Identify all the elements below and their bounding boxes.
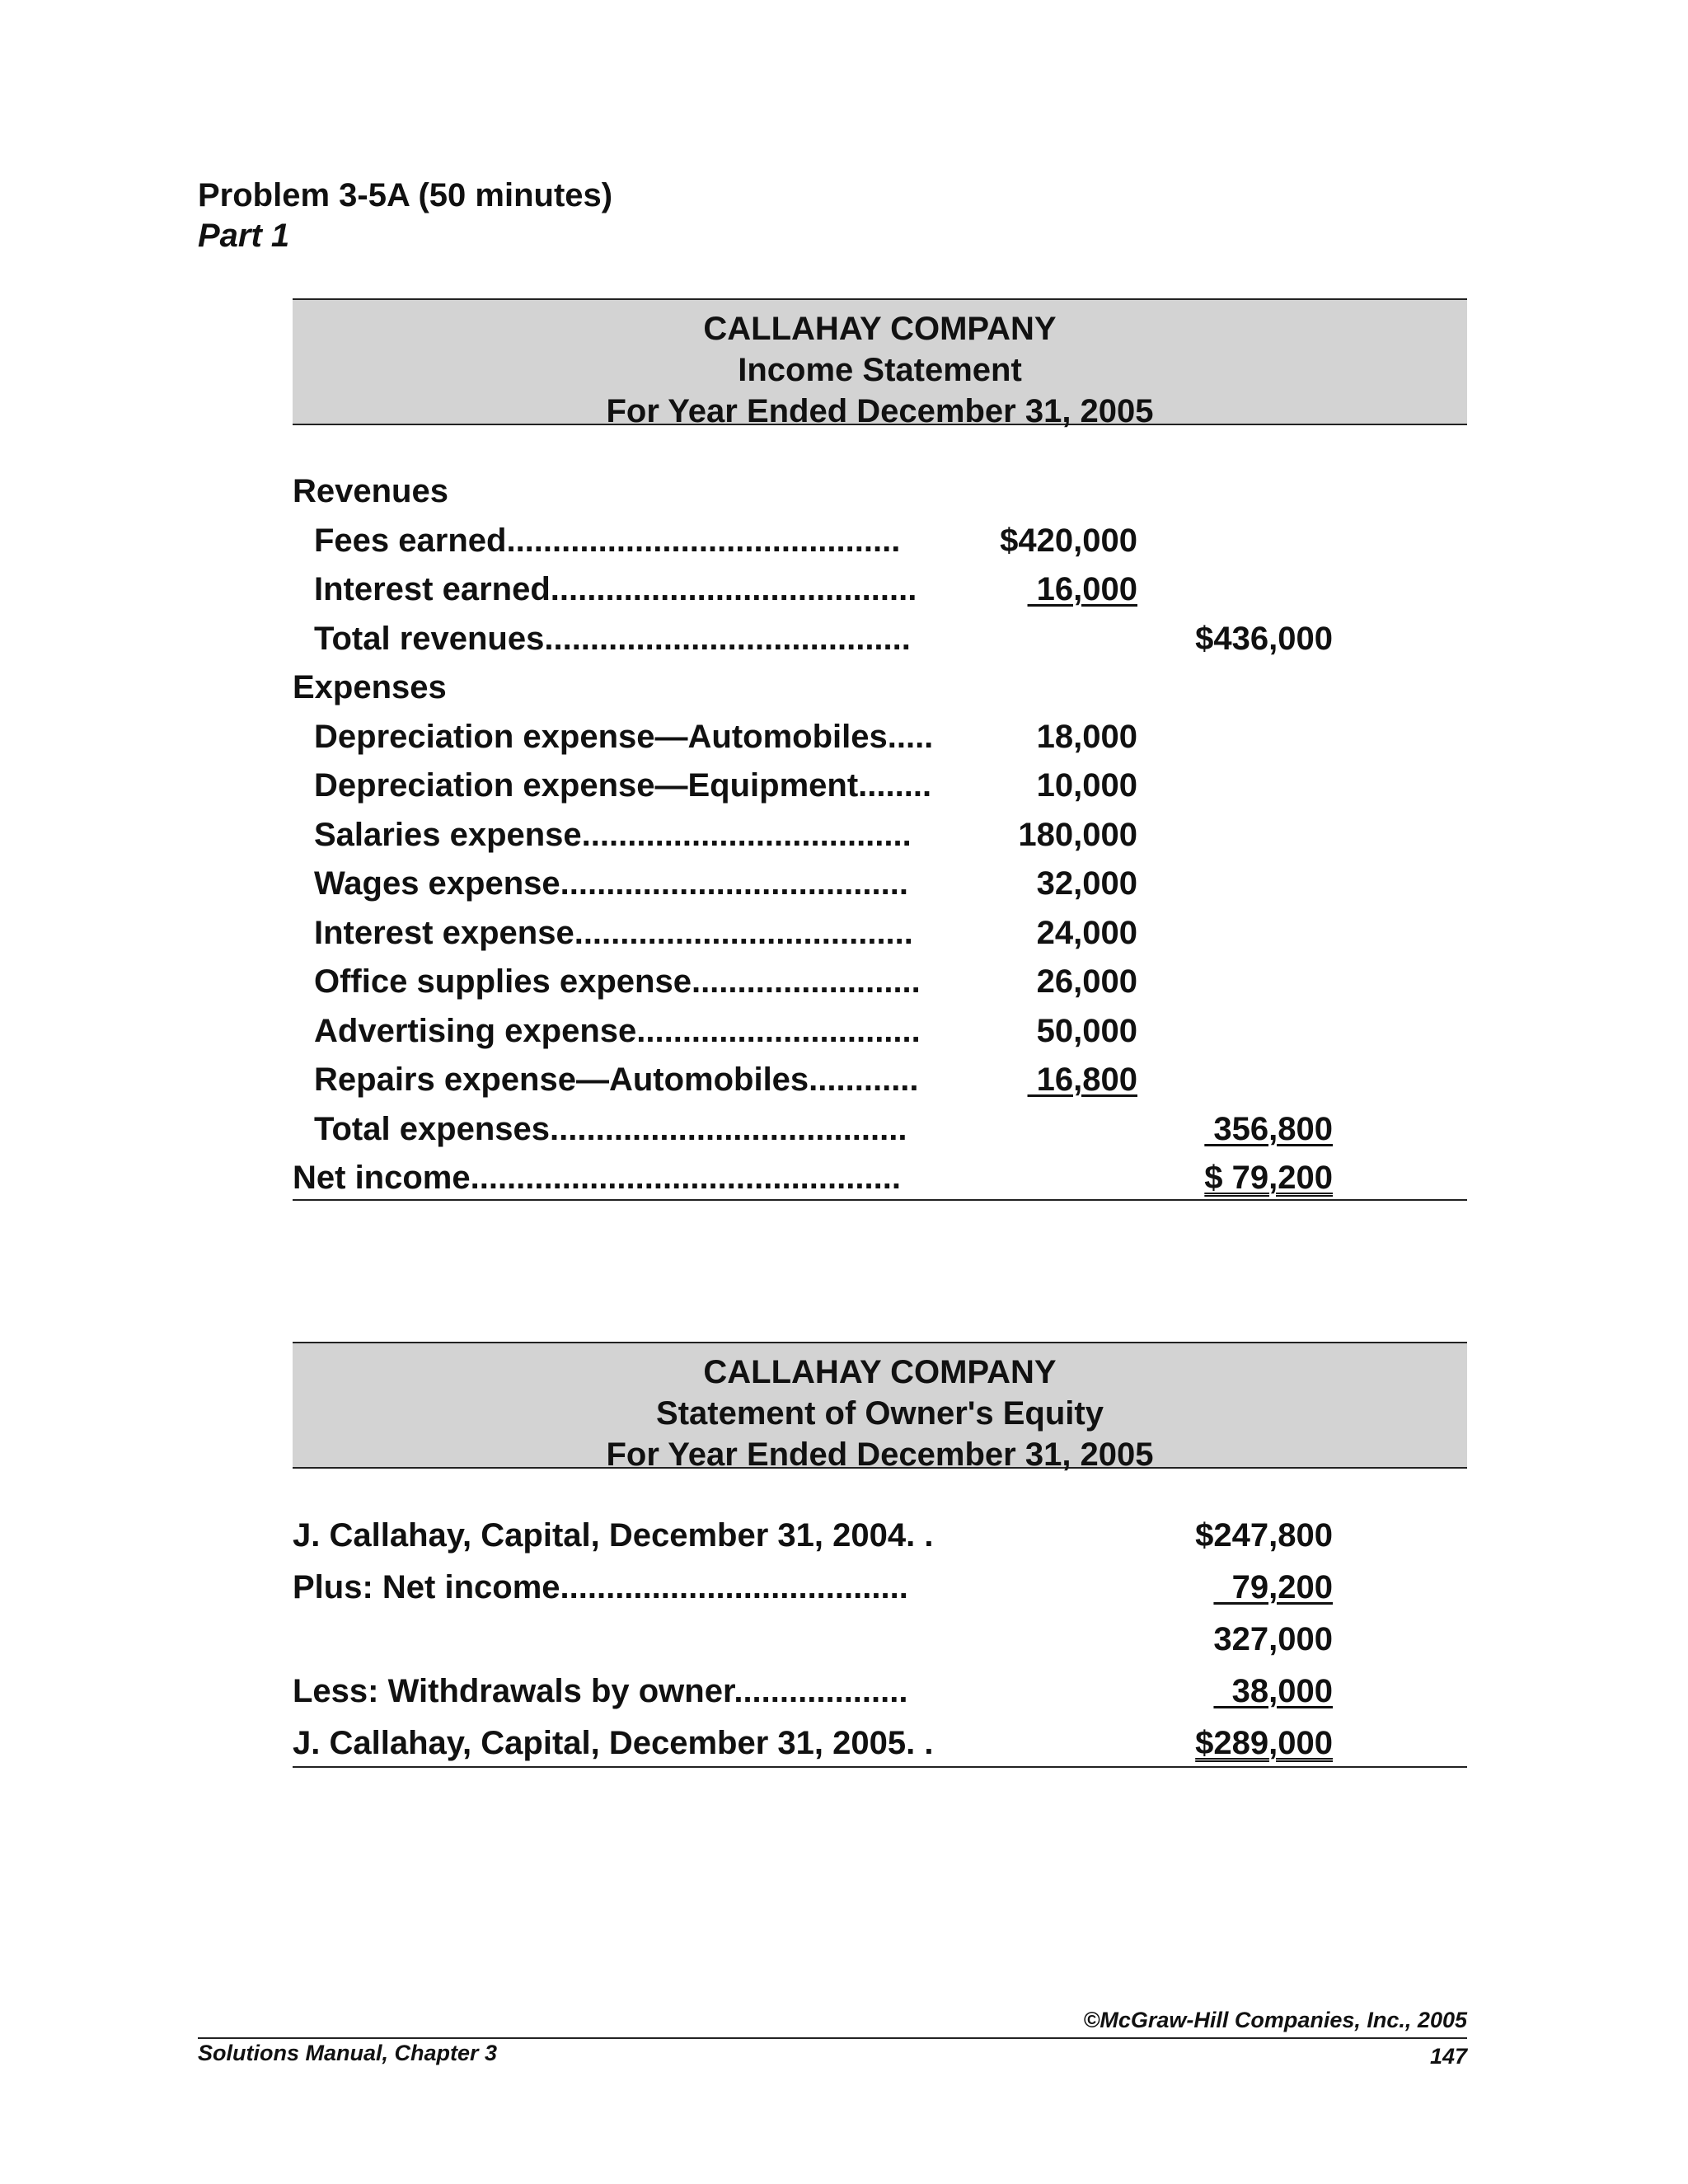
- income-row: [293, 565, 1331, 613]
- row-label: Plus: Net income......................................: [293, 1569, 908, 1605]
- row-amount-col1: 180,000: [1018, 817, 1137, 853]
- row-label: Net income...............................................: [293, 1160, 901, 1196]
- footer-page-number: 147: [1429, 2044, 1467, 2069]
- row-label: Fees earned...........................................: [314, 523, 901, 559]
- income-row: [293, 517, 1331, 565]
- equity-statement-period: For Year Ended December 31, 2005: [606, 1436, 1154, 1473]
- income-row: [293, 467, 1331, 515]
- income-statement-header: [293, 298, 1467, 429]
- row-label: Revenues: [293, 473, 448, 509]
- row-label: Depreciation expense—Automobiles.....: [314, 719, 934, 755]
- row-amount-col1: 50,000: [1036, 1013, 1137, 1049]
- income-row: [293, 762, 1331, 809]
- row-amount-col1: 16,000: [1027, 571, 1137, 607]
- income-statement-bottom-rule: [293, 1199, 1467, 1201]
- equity-statement-title: Statement of Owner's Equity: [656, 1395, 1104, 1432]
- income-row: [293, 909, 1331, 957]
- footer-chapter: Solutions Manual, Chapter 3: [198, 2041, 498, 2065]
- row-amount-col1: 26,000: [1036, 963, 1137, 1000]
- row-label: Total expenses.......................................: [314, 1111, 907, 1147]
- row-amount-col1: 16,800: [1027, 1062, 1137, 1098]
- income-row: [293, 1105, 1331, 1153]
- row-amount: $289,000: [1195, 1725, 1333, 1761]
- row-label: Repairs expense—Automobiles............: [314, 1062, 919, 1098]
- equity-row: [293, 1666, 1331, 1717]
- equity-statement-bottom-rule: [293, 1766, 1467, 1768]
- equity-row: [293, 1718, 1331, 1769]
- row-label: Salaries expense....................................: [314, 817, 912, 853]
- row-amount-col1: 18,000: [1036, 719, 1137, 755]
- problem-title: Problem 3-5A (50 minutes): [198, 177, 613, 213]
- income-row: [293, 1007, 1331, 1055]
- row-label: Advertising expense...............................: [314, 1013, 921, 1049]
- row-amount: 79,200: [1213, 1569, 1333, 1605]
- row-amount-col1: 32,000: [1036, 865, 1137, 902]
- part-label: Part 1: [198, 218, 290, 254]
- income-row: [293, 615, 1331, 663]
- row-label: Wages expense......................................: [314, 865, 908, 902]
- income-row: [293, 860, 1331, 907]
- row-amount-col1: 24,000: [1036, 915, 1137, 951]
- income-row: [293, 713, 1331, 761]
- row-label: J. Callahay, Capital, December 31, 2005. .: [293, 1725, 934, 1761]
- row-label: Interest expense.....................................: [314, 915, 913, 951]
- footer-rule: [198, 2037, 1467, 2039]
- row-amount: 327,000: [1213, 1621, 1333, 1657]
- row-amount-col2: $436,000: [1195, 621, 1333, 657]
- row-label: Interest earned........................................: [314, 571, 917, 607]
- income-company-name: CALLAHAY COMPANY: [703, 311, 1057, 347]
- row-label: Less: Withdrawals by owner...................: [293, 1673, 908, 1709]
- row-label: Office supplies expense.........................: [314, 963, 921, 1000]
- row-amount: $247,800: [1195, 1517, 1333, 1554]
- income-row: [293, 1056, 1331, 1104]
- equity-company-name: CALLAHAY COMPANY: [703, 1354, 1057, 1390]
- row-amount-col2: $ 79,200: [1204, 1160, 1333, 1196]
- row-label: Total revenues........................................: [314, 621, 911, 657]
- footer-copyright: ©McGraw-Hill Companies, Inc., 2005: [1083, 2008, 1467, 2032]
- equity-row: [293, 1614, 1331, 1665]
- equity-row: [293, 1562, 1331, 1613]
- owners-equity-header: [293, 1342, 1467, 1473]
- row-amount-col2: 356,800: [1204, 1111, 1333, 1147]
- income-row: [293, 1154, 1331, 1202]
- row-amount-col1: 10,000: [1036, 767, 1137, 804]
- row-amount-col1: $420,000: [1000, 523, 1137, 559]
- row-label: J. Callahay, Capital, December 31, 2004. .: [293, 1517, 934, 1554]
- income-statement-title: Income Statement: [738, 352, 1022, 388]
- income-row: [293, 811, 1331, 859]
- income-row: [293, 663, 1331, 711]
- row-label: Expenses: [293, 669, 447, 705]
- row-amount: 38,000: [1213, 1673, 1333, 1709]
- income-row: [293, 958, 1331, 1005]
- equity-row: [293, 1510, 1331, 1561]
- row-label: Depreciation expense—Equipment........: [314, 767, 932, 804]
- income-statement-period: For Year Ended December 31, 2005: [606, 393, 1154, 429]
